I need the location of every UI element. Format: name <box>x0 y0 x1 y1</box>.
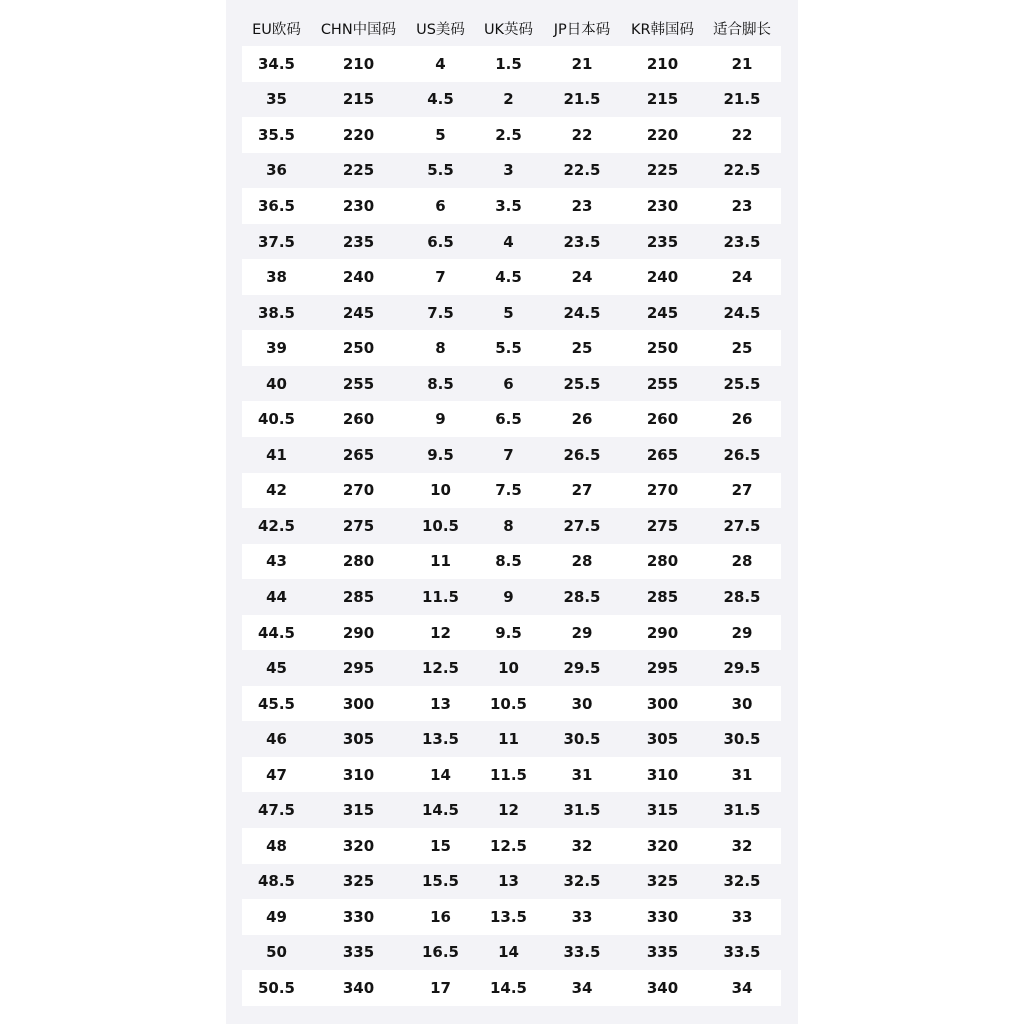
cell-jp-size: 33.5 <box>542 935 622 971</box>
cell-chn-size: 260 <box>311 401 406 437</box>
cell-uk-size: 14 <box>475 935 542 971</box>
cell-kr-size: 245 <box>622 295 703 331</box>
cell-us-size: 5.5 <box>406 153 475 189</box>
cell-us-size: 12.5 <box>406 650 475 686</box>
cell-jp-size: 34 <box>542 970 622 1006</box>
cell-chn-size: 300 <box>311 686 406 722</box>
cell-us-size: 10.5 <box>406 508 475 544</box>
cell-kr-size: 315 <box>622 792 703 828</box>
cell-chn-size: 230 <box>311 188 406 224</box>
cell-uk-size: 11 <box>475 721 542 757</box>
cell-kr-size: 340 <box>622 970 703 1006</box>
header-chn-size: CHN中国码 <box>320 21 397 38</box>
cell-kr-size: 230 <box>622 188 703 224</box>
cell-uk-size: 10 <box>475 650 542 686</box>
cell-kr-size: 215 <box>622 82 703 118</box>
cell-chn-size: 285 <box>311 579 406 615</box>
table-row <box>242 615 781 651</box>
cell-uk-size: 13 <box>475 864 542 900</box>
cell-eu-size: 39 <box>242 330 311 366</box>
cell-eu-size: 44.5 <box>242 615 311 651</box>
cell-kr-size: 300 <box>622 686 703 722</box>
cell-foot-length: 24.5 <box>703 295 781 331</box>
table-row <box>242 82 781 118</box>
cell-chn-size: 240 <box>311 259 406 295</box>
cell-us-size: 9.5 <box>406 437 475 473</box>
cell-eu-size: 47.5 <box>242 792 311 828</box>
cell-jp-size: 26.5 <box>542 437 622 473</box>
cell-foot-length: 33 <box>703 899 781 935</box>
cell-jp-size: 30 <box>542 686 622 722</box>
cell-chn-size: 275 <box>311 508 406 544</box>
table-row <box>242 330 781 366</box>
cell-chn-size: 320 <box>311 828 406 864</box>
cell-foot-length: 27 <box>703 473 781 509</box>
cell-kr-size: 280 <box>622 544 703 580</box>
cell-foot-length: 27.5 <box>703 508 781 544</box>
cell-uk-size: 11.5 <box>475 757 542 793</box>
cell-eu-size: 38 <box>242 259 311 295</box>
cell-kr-size: 225 <box>622 153 703 189</box>
cell-kr-size: 290 <box>622 615 703 651</box>
cell-us-size: 4 <box>406 46 475 82</box>
cell-foot-length: 28.5 <box>703 579 781 615</box>
cell-kr-size: 235 <box>622 224 703 260</box>
cell-kr-size: 265 <box>622 437 703 473</box>
cell-chn-size: 265 <box>311 437 406 473</box>
cell-foot-length: 34 <box>703 970 781 1006</box>
cell-us-size: 9 <box>406 401 475 437</box>
cell-uk-size: 7 <box>475 437 542 473</box>
cell-kr-size: 295 <box>622 650 703 686</box>
table-row <box>242 259 781 295</box>
cell-jp-size: 32.5 <box>542 864 622 900</box>
table-row <box>242 970 781 1006</box>
cell-kr-size: 325 <box>622 864 703 900</box>
cell-us-size: 4.5 <box>406 82 475 118</box>
cell-us-size: 15.5 <box>406 864 475 900</box>
cell-jp-size: 28 <box>542 544 622 580</box>
cell-kr-size: 305 <box>622 721 703 757</box>
cell-eu-size: 46 <box>242 721 311 757</box>
cell-us-size: 16 <box>406 899 475 935</box>
cell-kr-size: 270 <box>622 473 703 509</box>
cell-foot-length: 21 <box>703 46 781 82</box>
cell-chn-size: 290 <box>311 615 406 651</box>
cell-kr-size: 320 <box>622 828 703 864</box>
cell-eu-size: 40.5 <box>242 401 311 437</box>
cell-uk-size: 4 <box>475 224 542 260</box>
cell-chn-size: 335 <box>311 935 406 971</box>
cell-jp-size: 31.5 <box>542 792 622 828</box>
cell-jp-size: 23 <box>542 188 622 224</box>
table-row <box>242 366 781 402</box>
cell-us-size: 17 <box>406 970 475 1006</box>
cell-kr-size: 220 <box>622 117 703 153</box>
table-row <box>242 828 781 864</box>
cell-eu-size: 47 <box>242 757 311 793</box>
cell-jp-size: 24 <box>542 259 622 295</box>
cell-us-size: 7.5 <box>406 295 475 331</box>
table-row <box>242 295 781 331</box>
table-row <box>242 401 781 437</box>
cell-eu-size: 35 <box>242 82 311 118</box>
cell-us-size: 15 <box>406 828 475 864</box>
cell-jp-size: 21.5 <box>542 82 622 118</box>
cell-uk-size: 8 <box>475 508 542 544</box>
cell-foot-length: 21.5 <box>703 82 781 118</box>
cell-chn-size: 305 <box>311 721 406 757</box>
header-uk-size: UK英码 <box>483 21 534 38</box>
cell-kr-size: 255 <box>622 366 703 402</box>
table-row <box>242 188 781 224</box>
cell-jp-size: 31 <box>542 757 622 793</box>
cell-eu-size: 38.5 <box>242 295 311 331</box>
cell-kr-size: 285 <box>622 579 703 615</box>
cell-us-size: 7 <box>406 259 475 295</box>
cell-chn-size: 310 <box>311 757 406 793</box>
cell-foot-length: 29 <box>703 615 781 651</box>
cell-uk-size: 6.5 <box>475 401 542 437</box>
cell-chn-size: 295 <box>311 650 406 686</box>
cell-uk-size: 14.5 <box>475 970 542 1006</box>
cell-foot-length: 22 <box>703 117 781 153</box>
cell-us-size: 16.5 <box>406 935 475 971</box>
cell-kr-size: 240 <box>622 259 703 295</box>
cell-foot-length: 22.5 <box>703 153 781 189</box>
cell-uk-size: 4.5 <box>475 259 542 295</box>
table-row <box>242 721 781 757</box>
cell-us-size: 8.5 <box>406 366 475 402</box>
cell-eu-size: 40 <box>242 366 311 402</box>
cell-chn-size: 325 <box>311 864 406 900</box>
cell-eu-size: 43 <box>242 544 311 580</box>
cell-jp-size: 23.5 <box>542 224 622 260</box>
cell-kr-size: 275 <box>622 508 703 544</box>
cell-us-size: 6 <box>406 188 475 224</box>
table-row <box>242 757 781 793</box>
cell-jp-size: 21 <box>542 46 622 82</box>
cell-kr-size: 335 <box>622 935 703 971</box>
cell-uk-size: 3 <box>475 153 542 189</box>
cell-foot-length: 25.5 <box>703 366 781 402</box>
cell-chn-size: 255 <box>311 366 406 402</box>
cell-foot-length: 29.5 <box>703 650 781 686</box>
cell-uk-size: 5 <box>475 295 542 331</box>
table-row <box>242 46 781 82</box>
cell-eu-size: 44 <box>242 579 311 615</box>
cell-us-size: 13.5 <box>406 721 475 757</box>
cell-foot-length: 23 <box>703 188 781 224</box>
cell-us-size: 10 <box>406 473 475 509</box>
cell-uk-size: 3.5 <box>475 188 542 224</box>
header-foot-length: 适合脚长 <box>713 21 771 38</box>
cell-eu-size: 49 <box>242 899 311 935</box>
cell-uk-size: 5.5 <box>475 330 542 366</box>
cell-jp-size: 33 <box>542 899 622 935</box>
cell-chn-size: 340 <box>311 970 406 1006</box>
cell-uk-size: 10.5 <box>475 686 542 722</box>
table-row <box>242 650 781 686</box>
cell-chn-size: 225 <box>311 153 406 189</box>
cell-eu-size: 42.5 <box>242 508 311 544</box>
cell-chn-size: 215 <box>311 82 406 118</box>
cell-uk-size: 9 <box>475 579 542 615</box>
cell-us-size: 14 <box>406 757 475 793</box>
cell-uk-size: 2 <box>475 82 542 118</box>
cell-chn-size: 280 <box>311 544 406 580</box>
table-row <box>242 864 781 900</box>
cell-kr-size: 250 <box>622 330 703 366</box>
cell-us-size: 8 <box>406 330 475 366</box>
cell-chn-size: 330 <box>311 899 406 935</box>
cell-us-size: 11.5 <box>406 579 475 615</box>
cell-foot-length: 32.5 <box>703 864 781 900</box>
table-row <box>242 224 781 260</box>
cell-us-size: 11 <box>406 544 475 580</box>
cell-foot-length: 28 <box>703 544 781 580</box>
cell-chn-size: 245 <box>311 295 406 331</box>
cell-chn-size: 315 <box>311 792 406 828</box>
cell-jp-size: 25.5 <box>542 366 622 402</box>
table-row <box>242 117 781 153</box>
cell-uk-size: 1.5 <box>475 46 542 82</box>
cell-foot-length: 33.5 <box>703 935 781 971</box>
cell-us-size: 13 <box>406 686 475 722</box>
cell-jp-size: 25 <box>542 330 622 366</box>
table-row <box>242 153 781 189</box>
header-row <box>242 10 781 46</box>
cell-eu-size: 45.5 <box>242 686 311 722</box>
cell-chn-size: 220 <box>311 117 406 153</box>
cell-kr-size: 330 <box>622 899 703 935</box>
cell-eu-size: 37.5 <box>242 224 311 260</box>
header-kr-size: KR韩国码 <box>630 21 695 38</box>
cell-jp-size: 32 <box>542 828 622 864</box>
cell-jp-size: 22 <box>542 117 622 153</box>
table-row <box>242 792 781 828</box>
cell-chn-size: 235 <box>311 224 406 260</box>
cell-uk-size: 12.5 <box>475 828 542 864</box>
cell-chn-size: 210 <box>311 46 406 82</box>
cell-uk-size: 7.5 <box>475 473 542 509</box>
cell-jp-size: 26 <box>542 401 622 437</box>
cell-uk-size: 2.5 <box>475 117 542 153</box>
cell-foot-length: 23.5 <box>703 224 781 260</box>
cell-jp-size: 29 <box>542 615 622 651</box>
cell-uk-size: 12 <box>475 792 542 828</box>
cell-foot-length: 26 <box>703 401 781 437</box>
table-row <box>242 473 781 509</box>
cell-uk-size: 9.5 <box>475 615 542 651</box>
cell-jp-size: 24.5 <box>542 295 622 331</box>
table-row <box>242 899 781 935</box>
cell-us-size: 6.5 <box>406 224 475 260</box>
table-row <box>242 686 781 722</box>
cell-eu-size: 35.5 <box>242 117 311 153</box>
cell-eu-size: 50.5 <box>242 970 311 1006</box>
header-jp-size: JP日本码 <box>553 21 611 38</box>
table-row <box>242 935 781 971</box>
cell-us-size: 14.5 <box>406 792 475 828</box>
header-eu-size: EU欧码 <box>252 21 301 38</box>
cell-foot-length: 25 <box>703 330 781 366</box>
cell-jp-size: 28.5 <box>542 579 622 615</box>
cell-us-size: 5 <box>406 117 475 153</box>
cell-foot-length: 30.5 <box>703 721 781 757</box>
cell-jp-size: 27 <box>542 473 622 509</box>
cell-eu-size: 36 <box>242 153 311 189</box>
cell-foot-length: 31.5 <box>703 792 781 828</box>
cell-foot-length: 30 <box>703 686 781 722</box>
cell-eu-size: 41 <box>242 437 311 473</box>
table-row <box>242 508 781 544</box>
cell-jp-size: 30.5 <box>542 721 622 757</box>
cell-eu-size: 48 <box>242 828 311 864</box>
cell-chn-size: 270 <box>311 473 406 509</box>
cell-foot-length: 24 <box>703 259 781 295</box>
table-row <box>242 544 781 580</box>
cell-eu-size: 34.5 <box>242 46 311 82</box>
size-rows <box>242 46 781 1006</box>
cell-foot-length: 31 <box>703 757 781 793</box>
cell-uk-size: 6 <box>475 366 542 402</box>
cell-eu-size: 48.5 <box>242 864 311 900</box>
cell-jp-size: 22.5 <box>542 153 622 189</box>
cell-jp-size: 27.5 <box>542 508 622 544</box>
cell-jp-size: 29.5 <box>542 650 622 686</box>
cell-foot-length: 32 <box>703 828 781 864</box>
cell-kr-size: 310 <box>622 757 703 793</box>
header-us-size: US美码 <box>416 21 465 38</box>
cell-foot-length: 26.5 <box>703 437 781 473</box>
table-row <box>242 579 781 615</box>
cell-eu-size: 50 <box>242 935 311 971</box>
cell-kr-size: 260 <box>622 401 703 437</box>
cell-eu-size: 42 <box>242 473 311 509</box>
cell-chn-size: 250 <box>311 330 406 366</box>
cell-kr-size: 210 <box>622 46 703 82</box>
cell-uk-size: 8.5 <box>475 544 542 580</box>
size-chart-table <box>242 10 781 1006</box>
cell-us-size: 12 <box>406 615 475 651</box>
cell-eu-size: 36.5 <box>242 188 311 224</box>
cell-uk-size: 13.5 <box>475 899 542 935</box>
table-row <box>242 437 781 473</box>
cell-eu-size: 45 <box>242 650 311 686</box>
